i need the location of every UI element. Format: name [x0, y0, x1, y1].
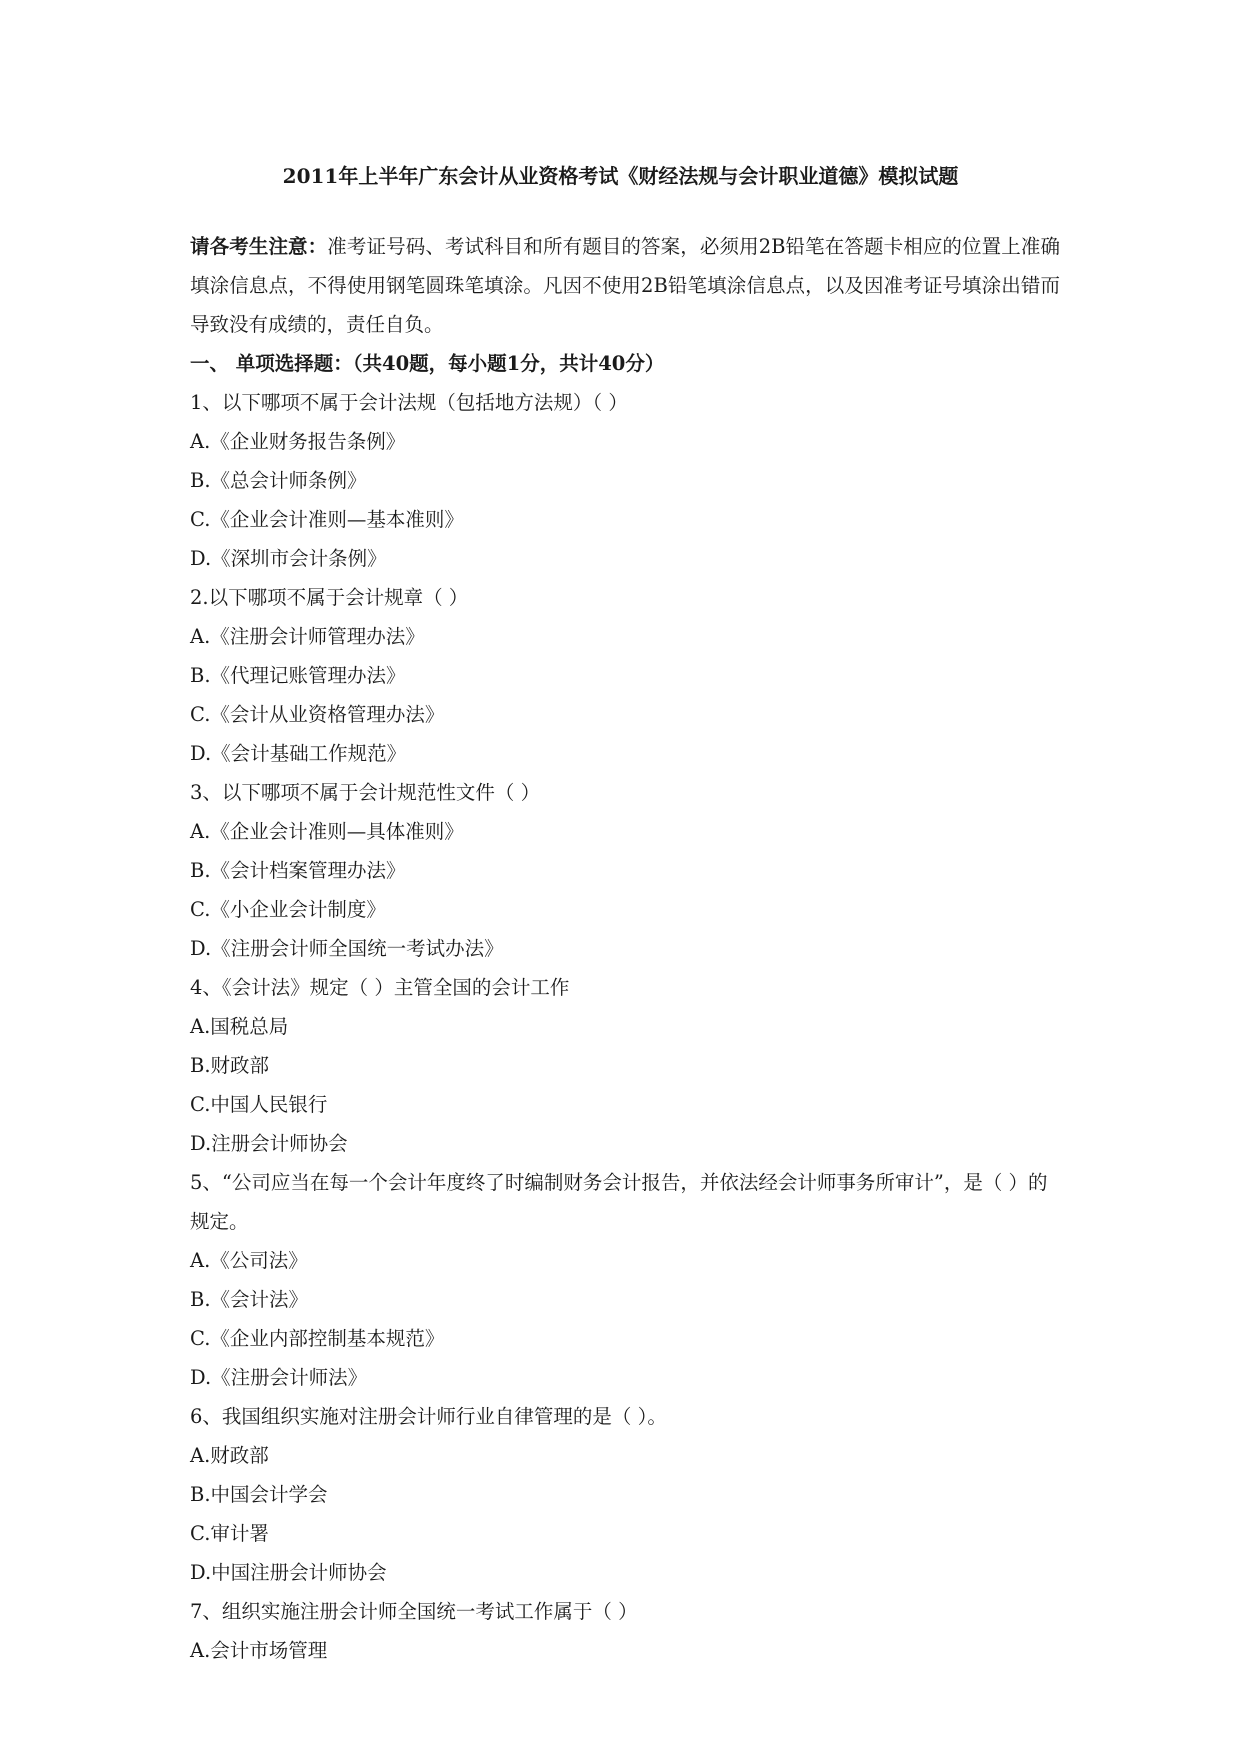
question-text: 4、《会计法》规定（ ）主管全国的会计工作	[190, 976, 570, 999]
answer-option: B.《会计法》	[190, 1288, 309, 1311]
answer-option: C.中国人民银行	[190, 1093, 328, 1116]
answer-option: B.《代理记账管理办法》	[190, 664, 406, 687]
answer-option: D.《注册会计师全国统一考试办法》	[190, 937, 504, 960]
exam-notice	[190, 227, 1060, 344]
section-heading: 一、 单项选择题：（共40题，每小题1分，共计40分）	[190, 352, 665, 375]
answer-option: A.《企业财务报告条例》	[190, 430, 406, 453]
answer-option: B.财政部	[190, 1054, 270, 1077]
notice-text: 准考证号码、考试科目和所有题目的答案，必须用2B铅笔在答题卡相应的位置上准确填涂信息点，不得使用钢笔圆珠笔填涂。凡因不使用2B铅笔填涂信息点，以及因准考证号填涂出错而导致没有成绩的，责任自负。	[190, 235, 1060, 336]
answer-option: A.国税总局	[190, 1015, 289, 1038]
answer-option: C.《会计从业资格管理办法》	[190, 703, 445, 726]
answer-option: D.《会计基础工作规范》	[190, 742, 407, 765]
notice-label: 请各考生注意：	[190, 235, 328, 258]
answer-option: A.《企业会计准则—具体准则》	[190, 820, 464, 843]
document-body	[190, 227, 1060, 1670]
question-text: 5、“公司应当在每一个会计年度终了时编制财务会计报告，并依法经会计师事务所审计”，是（ ）的规定。	[190, 1171, 1048, 1233]
answer-option: C.《企业内部控制基本规范》	[190, 1327, 445, 1350]
answer-option: A.财政部	[190, 1444, 269, 1467]
answer-option: C.审计署	[190, 1522, 269, 1545]
question-text: 1、以下哪项不属于会计法规（包括地方法规）（ ）	[190, 391, 628, 414]
question-text: 7、组织实施注册会计师全国统一考试工作属于（ ）	[190, 1600, 638, 1623]
question-text: 2.以下哪项不属于会计规章（ ）	[190, 586, 469, 609]
answer-option: D.注册会计师协会	[190, 1132, 348, 1155]
answer-option: A.会计市场管理	[190, 1639, 328, 1662]
question-text: 3、以下哪项不属于会计规范性文件（ ）	[190, 781, 541, 804]
answer-option: D.《深圳市会计条例》	[190, 547, 387, 570]
answer-option: B.《总会计师条例》	[190, 469, 367, 492]
document-title: 2011年上半年广东会计从业资格考试《财经法规与会计职业道德》模拟试题	[282, 164, 959, 188]
answer-option: D.中国注册会计师协会	[190, 1561, 387, 1584]
question-text: 6、我国组织实施对注册会计师行业自律管理的是（ ）。	[190, 1405, 667, 1428]
answer-option: A.《公司法》	[190, 1249, 308, 1272]
answer-option: D.《注册会计师法》	[190, 1366, 368, 1389]
answer-option: C.《小企业会计制度》	[190, 898, 386, 921]
answer-option: C.《企业会计准则—基本准则》	[190, 508, 464, 531]
answer-option: B.中国会计学会	[190, 1483, 328, 1506]
answer-option: A.《注册会计师管理办法》	[190, 625, 425, 648]
answer-option: B.《会计档案管理办法》	[190, 859, 406, 882]
